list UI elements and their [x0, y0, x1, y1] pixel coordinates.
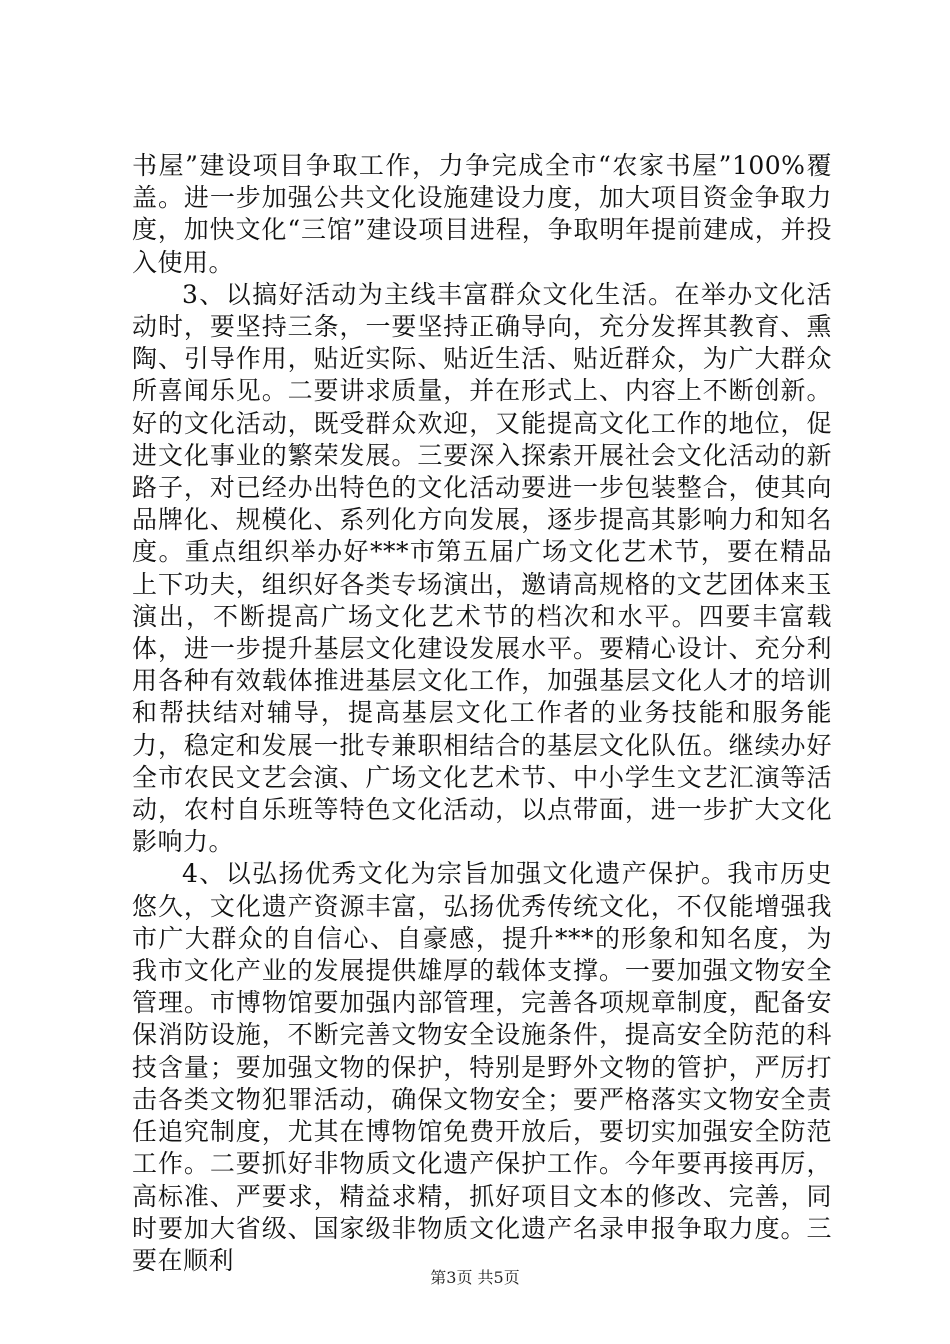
- page-footer: 第3页 共5页: [430, 1268, 520, 1287]
- paragraph-continuation: 书屋”建设项目争取工作，力争完成全市“农家书屋”100%覆盖。进一步加强公共文化设施建设力度，加大项目资金争取力度，加快文化“三馆”建设项目进程，争取明年提前建成，并投入使用。: [132, 151, 832, 277]
- document-body: [132, 150, 832, 1277]
- paragraph-item-4: 4、以弘扬优秀文化为宗旨加强文化遗产保护。我市历史悠久，文化遗产资源丰富，弘扬优秀传统文化，不仅能增强我市广大群众的自信心、自豪感，提升***的形象和知名度，为我市文化产业的发展提供雄厚的载体支撑。一要加强文物安全管理。市博物馆要加强内部管理，完善各项规章制度，配备安保消防设施，不断完善文物安全设施条件，提高安全防范的科技含量；要加强文物的保护，特别是野外文物的管护，严厉打击各类文物犯罪活动，确保文物安全；要严格落实文物安全责任追究制度，尤其在博物馆免费开放后，要切实加强安全防范工作。二要抓好非物质文化遗产保护工作。今年要再接再厉，高标准、严要求，精益求精，抓好项目文本的修改、完善，同时要加大省级、国家级非物质文化遗产名录申报争取力度。三要在顺利: [132, 859, 832, 1275]
- paragraph-item-3: 3、以搞好活动为主线丰富群众文化生活。在举办文化活动时，要坚持三条，一要坚持正确导向，充分发挥其教育、熏陶、引导作用，贴近实际、贴近生活、贴近群众，为广大群众所喜闻乐见。二要讲求质量，并在形式上、内容上不断创新。好的文化活动，既受群众欢迎，又能提高文化工作的地位，促进文化事业的繁荣发展。三要深入探索开展社会文化活动的新路子，对已经办出特色的文化活动要进一步包装整合，使其向品牌化、规模化、系列化方向发展，逐步提高其影响力和知名度。重点组织举办好***市第五届广场文化艺术节，要在精品上下功夫，组织好各类专场演出，邀请高规格的文艺团体来玉演出，不断提高广场文化艺术节的档次和水平。四要丰富载体，进一步提升基层文化建设发展水平。要精心设计、充分利用各种有效载体推进基层文化工作，加强基层文化人才的培训和帮扶结对辅导，提高基层文化工作者的业务技能和服务能力，稳定和发展一批专兼职相结合的基层文化队伍。继续办好全市农民文艺会演、广场文化艺术节、中小学生文艺汇演等活动，农村自乐班等特色文化活动，以点带面，进一步扩大文化影响力。: [132, 279, 832, 857]
